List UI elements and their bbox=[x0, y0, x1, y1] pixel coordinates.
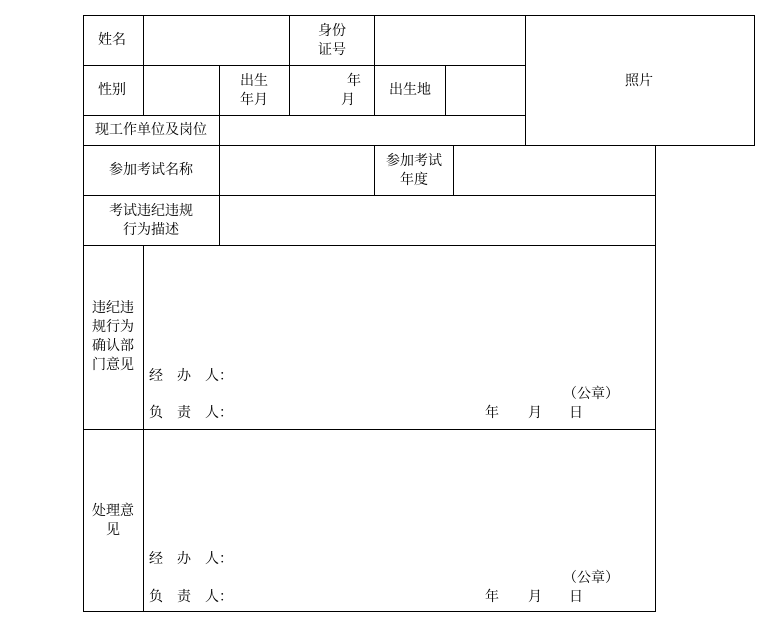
birth-label-cell bbox=[219, 65, 290, 116]
handling-label-line2: 见 bbox=[106, 522, 120, 538]
gender-value-field[interactable] bbox=[143, 65, 220, 116]
name-label: 姓名 bbox=[98, 32, 126, 48]
confirm-dept-label-cell bbox=[83, 245, 144, 430]
confirm-dept-label-line2: 规行为 bbox=[92, 319, 134, 335]
gender-label-cell bbox=[83, 65, 144, 116]
confirm-handler-label: 经 办 人： bbox=[149, 368, 233, 384]
confirm-seal-label: （公章） bbox=[563, 386, 619, 402]
confirm-dept-label-line1: 违纪违 bbox=[92, 300, 134, 316]
birthplace-label: 出生地 bbox=[389, 82, 431, 98]
exam-year-label-line2: 年度 bbox=[400, 172, 428, 188]
handling-handler-label: 经 办 人： bbox=[149, 551, 233, 567]
workplace-label: 现工作单位及岗位 bbox=[95, 122, 207, 138]
handling-date-year: 年 bbox=[485, 589, 499, 605]
confirm-dept-opinion-area[interactable] bbox=[143, 245, 656, 430]
violation-desc-label-line2: 行为描述 bbox=[123, 222, 179, 238]
photo-label: 照片 bbox=[625, 73, 653, 89]
birth-label-line1: 出生 bbox=[240, 73, 268, 89]
birthplace-label-cell bbox=[374, 65, 446, 116]
photo-cell[interactable] bbox=[525, 15, 755, 146]
name-label-cell bbox=[83, 15, 144, 66]
birth-year-unit: 年 bbox=[347, 73, 361, 89]
birth-month-unit: 月 bbox=[341, 92, 355, 108]
exam-year-label-line1: 参加考试 bbox=[386, 153, 442, 169]
handling-seal-label: （公章） bbox=[563, 570, 619, 586]
gender-label: 性别 bbox=[98, 82, 126, 98]
confirm-date-day: 日 bbox=[569, 405, 583, 421]
exam-year-field[interactable] bbox=[453, 145, 656, 196]
birthplace-field[interactable] bbox=[445, 65, 526, 116]
id-number-field[interactable] bbox=[374, 15, 526, 66]
id-label-cell bbox=[289, 15, 375, 66]
confirm-date-month: 月 bbox=[528, 405, 542, 421]
handling-opinion-area[interactable] bbox=[143, 429, 656, 612]
exam-name-label-cell bbox=[83, 145, 220, 196]
workplace-label-cell bbox=[83, 115, 220, 146]
workplace-field[interactable] bbox=[219, 115, 526, 146]
birth-date-field[interactable] bbox=[289, 65, 375, 116]
exam-name-label: 参加考试名称 bbox=[109, 162, 193, 178]
violation-desc-field[interactable] bbox=[219, 195, 656, 246]
violation-desc-label-line1: 考试违纪违规 bbox=[109, 203, 193, 219]
violation-desc-label-cell bbox=[83, 195, 220, 246]
confirm-responsible-label: 负 责 人： bbox=[149, 405, 233, 421]
name-value-field[interactable] bbox=[143, 15, 290, 66]
handling-label-cell bbox=[83, 429, 144, 612]
confirm-dept-label-line4: 门意见 bbox=[92, 357, 134, 373]
confirm-dept-label-line3: 确认部 bbox=[92, 338, 134, 354]
handling-date-day: 日 bbox=[569, 589, 583, 605]
exam-name-field[interactable] bbox=[219, 145, 375, 196]
confirm-date-year: 年 bbox=[485, 405, 499, 421]
handling-responsible-label: 负 责 人： bbox=[149, 589, 233, 605]
id-label-line1: 身份 bbox=[318, 23, 346, 39]
id-label-line2: 证号 bbox=[318, 42, 346, 58]
birth-label-line2: 年月 bbox=[240, 92, 268, 108]
exam-year-label-cell bbox=[374, 145, 454, 196]
handling-date-month: 月 bbox=[528, 589, 542, 605]
handling-label-line1: 处理意 bbox=[92, 503, 134, 519]
